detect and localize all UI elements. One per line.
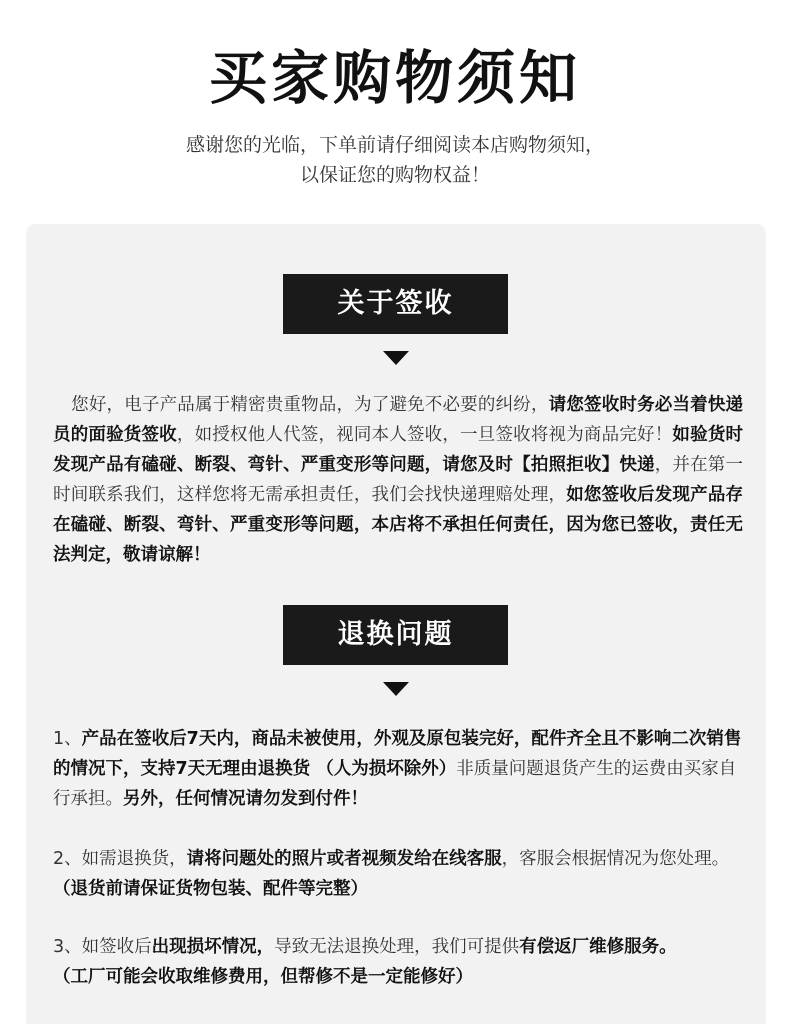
returns-item-2 bbox=[53, 844, 753, 904]
arrow-down-icon bbox=[383, 351, 409, 365]
page-title: 买家购物须知 bbox=[208, 44, 581, 112]
item2-normal-1: ，客服会根据情况为您处理。 bbox=[501, 849, 730, 869]
signing-text-3: ，如授权他人代签，视同本人签收，一旦签收将视为商品完好！ bbox=[176, 425, 673, 445]
item3-bold-1: 出现损坏情况， bbox=[151, 937, 275, 957]
item3-bold-2: 有偿返厂维修服务。 bbox=[519, 937, 677, 957]
signing-text-6: 如您签收后发现产品存在磕碰、断裂、弯针、严重变形等问题，本店将不承担任何责任，因为您已签收，责任无法判定，敬请谅解！ bbox=[53, 485, 744, 565]
item2-bold-2: （退货前请保证货物包装、配件等完整） bbox=[53, 879, 368, 899]
item3-bold-3: （工厂可能会收取维修费用，但帮修不是一定能修好） bbox=[53, 967, 473, 987]
subtitle-line-2: 以保证您的购物权益！ bbox=[299, 164, 490, 186]
item3-normal-1: 导致无法退换处理，我们可提供 bbox=[274, 937, 520, 957]
signing-text-5: ，并在第一时间联系我们，这样您将无需承担责任，我们会找快递理赔处理， bbox=[53, 455, 744, 505]
item1-normal-1: 非质量问题退货产生的运费由买家自行承担。 bbox=[53, 759, 737, 809]
section-header-returns: 退换问题 bbox=[283, 605, 508, 665]
item1-bold-2: 另外，任何情况请勿发到付件！ bbox=[123, 789, 368, 809]
item1-bold-1: 产品在签收后7天内，商品未被使用，外观及原包装完好，配件齐全且不影响二次销售的情况下，支持7天无理由退换货 （人为损坏除外） bbox=[53, 729, 742, 779]
signing-text-4: 如验货时发现产品有磕碰、断裂、弯针、严重变形等问题，请您及时【拍照拒收】快递 bbox=[53, 425, 744, 475]
signing-paragraph bbox=[53, 390, 743, 570]
item2-bold-1: 请将问题处的照片或者视频发给在线客服 bbox=[186, 849, 502, 869]
returns-item-1 bbox=[53, 724, 753, 814]
signing-text-1: 您好，电子产品属于精密贵重物品，为了避免不必要的纠纷， bbox=[71, 395, 549, 415]
arrow-down-icon bbox=[383, 682, 409, 696]
item3-prefix: 3、如签收后 bbox=[53, 937, 152, 957]
item1-prefix: 1、 bbox=[53, 729, 82, 749]
returns-item-3 bbox=[53, 932, 753, 992]
subtitle-line-1: 感谢您的光临，下单前请仔细阅读本店购物须知， bbox=[185, 134, 604, 156]
item2-prefix: 2、如需退换货， bbox=[53, 849, 187, 869]
signing-text-2: 请您签收时务必当着快递员的面验货签收 bbox=[53, 395, 743, 445]
subtitle bbox=[0, 130, 790, 190]
section-header-signing: 关于签收 bbox=[283, 274, 508, 334]
